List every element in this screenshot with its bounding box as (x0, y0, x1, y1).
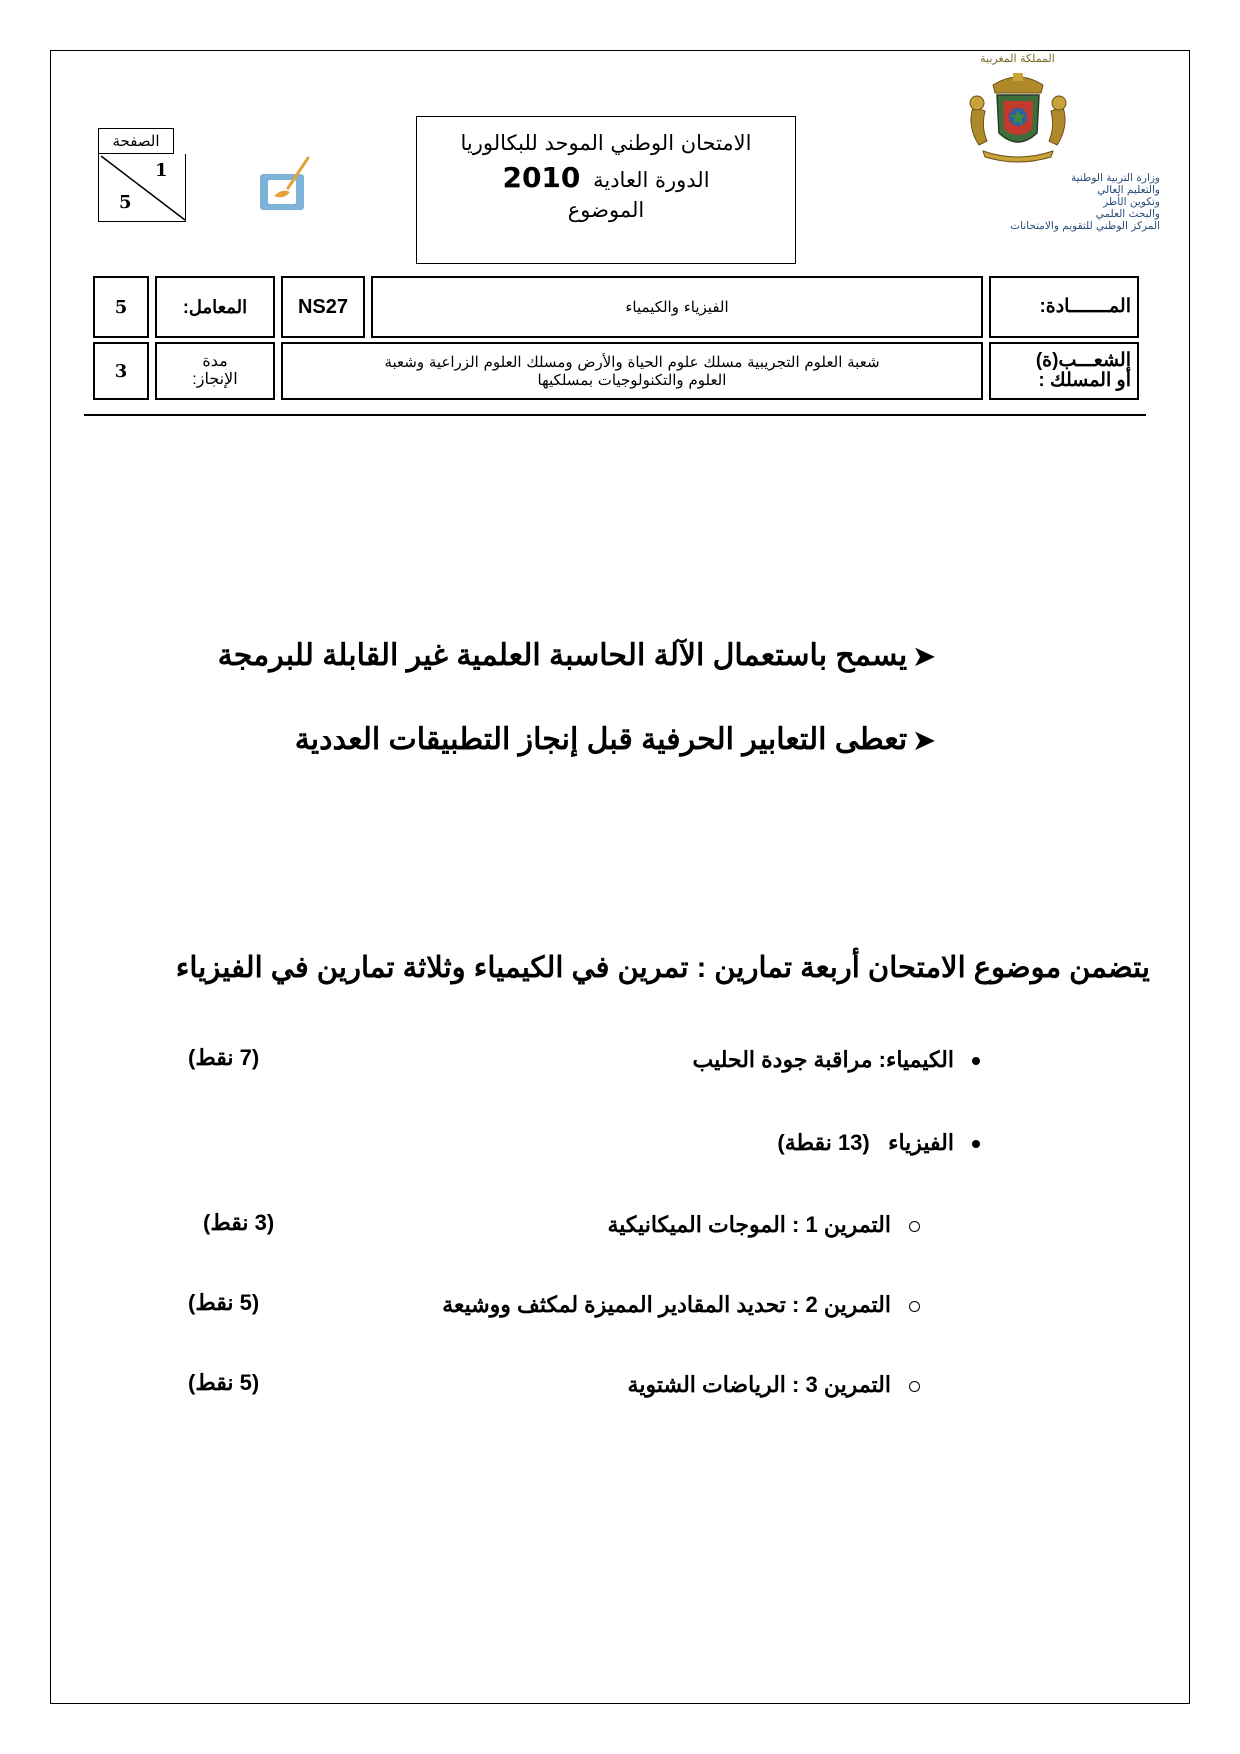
item-exercise-3 (628, 1372, 920, 1398)
item-exercise-2 (442, 1292, 920, 1318)
bullet-dot-icon (972, 1140, 980, 1148)
item-exercise-2-points: (5 نقط) (188, 1290, 260, 1315)
session-label: الدورة العادية (593, 168, 710, 192)
header-rule (84, 414, 1146, 416)
exam-title: الامتحان الوطني الموحد للبكالوريا (460, 131, 752, 155)
coef-value: 5 (93, 276, 149, 338)
item-chemistry-label: الكيمياء: مراقبة جودة الحليب (692, 1047, 954, 1072)
duration-label-2: الإنجاز: (192, 371, 238, 388)
branch-label-1: الشعـــب(ة) (1035, 350, 1131, 371)
coef-label: المعامل: (155, 276, 275, 338)
item-physics-label: الفيزياء (888, 1130, 954, 1155)
ministry-line-3: وتكوين الأطر (1103, 196, 1160, 208)
subject-label: المـــــــادة: (989, 276, 1139, 338)
item-chemistry-points: (7 نقط) (188, 1045, 260, 1070)
duration-label-1: مدة (202, 353, 228, 370)
duration-value: 3 (93, 342, 149, 400)
item-exercise-2-label: التمرين 2 : تحديد المقادير المميزة لمكثف ووشيعة (442, 1292, 891, 1317)
instruction-calculator (218, 638, 935, 673)
kingdom-label: المملكة المغربية (980, 52, 1055, 65)
exam-summary: يتضمن موضوع الامتحان أربعة تمارين : تمرين في الكيمياء وثلاثة تمارين في الفيزياء (175, 952, 1150, 984)
item-physics (777, 1130, 980, 1156)
subject-word: الموضوع (567, 198, 645, 222)
instruction-expressions-text: تعطى التعابير الحرفية قبل إنجاز التطبيقات العددية (294, 723, 908, 756)
item-physics-points: (13 نقطة) (777, 1130, 870, 1155)
ministry-line-4: والبحث العلمي (1095, 208, 1160, 220)
page-current: 1 (155, 160, 168, 181)
bullet-circle-icon (909, 1221, 920, 1232)
branch-value-1: شعبة العلوم التجريبية مسلك علوم الحياة والأرض ومسلك العلوم الزراعية وشعبة (384, 353, 880, 371)
item-exercise-3-points: (5 نقط) (188, 1370, 260, 1395)
branch-label (989, 342, 1139, 400)
item-chemistry (693, 1047, 981, 1073)
exam-info-table (87, 272, 1145, 404)
exam-title-box (416, 116, 796, 264)
branch-label-2: أو المسلك : (1038, 370, 1131, 391)
crest-block (875, 52, 1160, 167)
item-exercise-1-points: (3 نقط) (203, 1210, 275, 1235)
branch-value (281, 342, 983, 400)
instruction-calculator-text: يسمح باستعمال الآلة الحاسبة العلمية غير القابلة للبرمجة (217, 639, 908, 672)
branch-value-2: العلوم والتكنولوجيات بمسلكيها (537, 371, 727, 389)
diagonal-divider (99, 154, 187, 222)
ministry-line-2: والتعليم العالي (1097, 184, 1160, 196)
subject-value: الفيزياء والكيمياء (371, 276, 983, 338)
page-fraction (98, 154, 186, 222)
bullet-circle-icon (909, 1301, 920, 1312)
exam-logo-icon (254, 152, 316, 216)
page-number-box (98, 128, 186, 222)
item-exercise-1 (608, 1212, 921, 1238)
coat-of-arms-icon (953, 67, 1083, 167)
instruction-expressions (295, 722, 935, 757)
exam-year: 2010 (502, 161, 581, 194)
page-total: 5 (119, 192, 132, 213)
item-exercise-1-label: التمرين 1 : الموجات الميكانيكية (607, 1212, 891, 1237)
arrow-bullet-icon: ➤ (913, 725, 935, 755)
ministry-block (890, 172, 1160, 232)
session-line (417, 161, 795, 194)
duration-label (155, 342, 275, 400)
item-exercise-3-label: التمرين 3 : الرياضات الشتوية (627, 1372, 891, 1397)
bullet-circle-icon (909, 1381, 920, 1392)
evaluation-center: المركز الوطني للتقويم والامتحانات (1010, 220, 1160, 232)
ministry-line-1: وزارة التربية الوطنية (1071, 172, 1160, 184)
subject-code: NS27 (281, 276, 365, 338)
page-label: الصفحة (98, 128, 174, 154)
arrow-bullet-icon: ➤ (913, 641, 935, 671)
bullet-dot-icon (972, 1057, 980, 1065)
